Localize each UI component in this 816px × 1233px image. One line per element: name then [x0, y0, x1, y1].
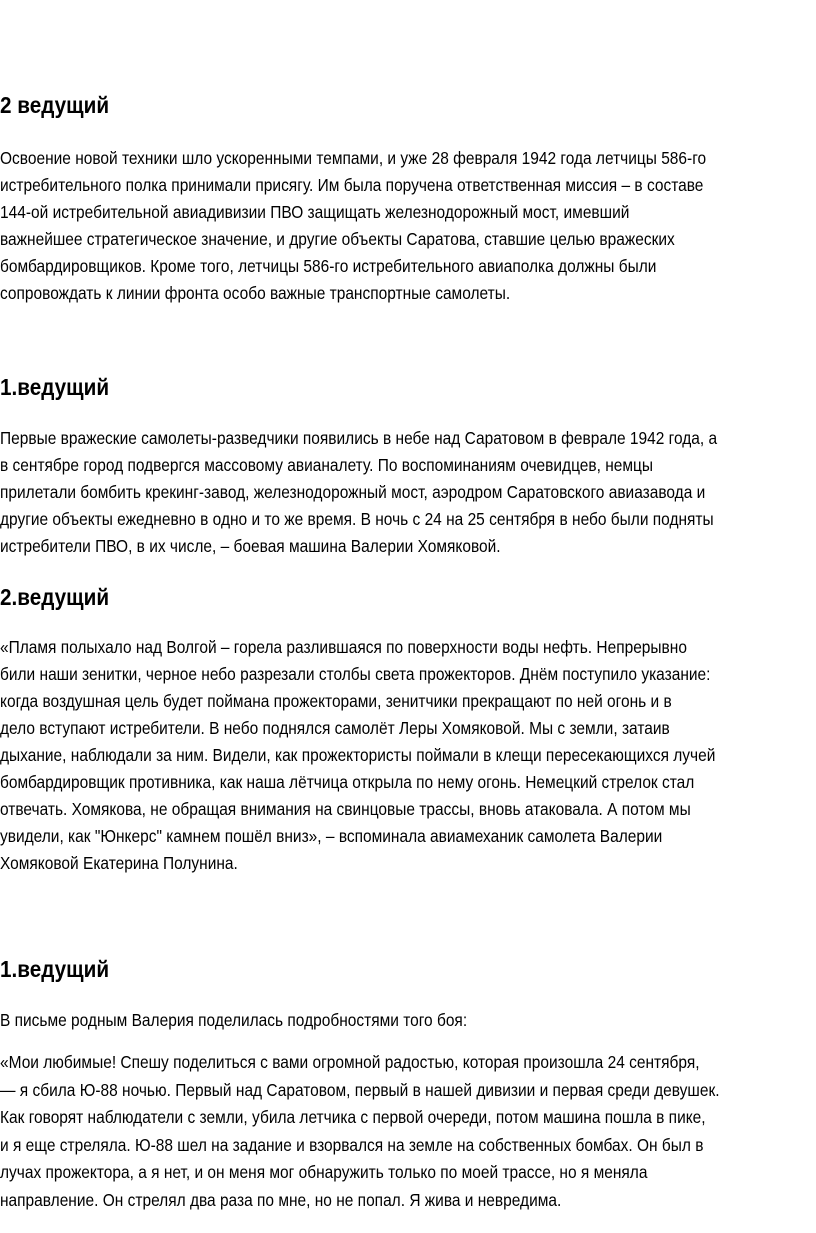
text-line: 144-ой истребительной авиадивизии ПВО защищать железнодорожный мост, имевший — [0, 202, 630, 222]
text-line: Освоение новой техники шло ускоренными темпами, и уже 28 февраля 1942 года летчицы 586-го — [0, 148, 707, 168]
text-line: истребители ПВО, в их числе, – боевая машина Валерии Хомяковой. — [0, 536, 501, 556]
text-line: В письме родным Валерия поделилась подробностями того боя: — [0, 1010, 468, 1030]
text-line: Первые вражеские самолеты-разведчики появились в небе над Саратовом в феврале 1942 года, а — [0, 428, 718, 448]
section-heading: 2 ведущий — [0, 92, 110, 118]
text-line: увидели, как "Юнкерс" камнем пошёл вниз», – вспоминала авиамеханик самолета Валерии — [0, 826, 663, 846]
text-line: дело вступают истребители. В небо поднялся самолёт Леры Хомяковой. Мы с земли, затаив — [0, 718, 670, 738]
text-line: и я еще стреляла. Ю-88 шел на задание и взорвался на земле на собственных бомбах. Он был в — [0, 1134, 704, 1155]
text-line: направление. Он стрелял два раза по мне, но не попал. Я жива и невредима. — [0, 1189, 562, 1210]
paragraph — [0, 1049, 720, 1215]
text-line: истребительного полка принимали присягу. Им была поручена ответственная миссия – в составе — [0, 175, 704, 195]
text-line: Хомяковой Екатерина Полунина. — [0, 853, 238, 873]
text-line: «Мои любимые! Спешу поделиться с вами огромной радостью, которая произошла 24 сентября, — [0, 1052, 700, 1072]
section-heading: 2.ведущий — [0, 584, 110, 610]
text-line: отвечать. Хомякова, не обращая внимания на свинцовые трассы, вновь атаковала. А потом мы — [0, 799, 691, 819]
text-line: важнейшее стратегическое значение, и другие объекты Саратова, ставшие целью вражеских — [0, 229, 675, 249]
text-line: бомбардировщиков. Кроме того, летчицы 586-го истребительного авиаполка должны были — [0, 256, 657, 276]
text-line: бомбардировщик противника, как наша лётчица открыла по нему огонь. Немецкий стрелок стал — [0, 772, 695, 792]
text-line: в сентябре город подвергся массовому авианалету. По воспоминаниям очевидцев, немцы — [0, 455, 654, 475]
text-line: лучах прожектора, а я нет, и он меня мог обнаружить только по моей трассе, но я меняла — [0, 1162, 648, 1183]
text-line: Как говорят наблюдатели с земли, убила летчика с первой очереди, потом машина пошла в пике, — [0, 1107, 706, 1128]
text-line: дыхание, наблюдали за ним. Видели, как прожектористы поймали в клещи пересекающихся лучей — [0, 745, 716, 765]
text-line: когда воздушная цель будет поймана прожекторами, зенитчики прекращают по ней огонь и в — [0, 691, 672, 711]
section-heading: 1.ведущий — [0, 374, 110, 400]
section-heading: 1.ведущий — [0, 956, 110, 982]
paragraph — [0, 634, 715, 877]
paragraph — [0, 425, 717, 560]
text-line: — я сбила Ю-88 ночью. Первый над Саратовом, первый в нашей дивизии и первая среди девушек. — [0, 1079, 720, 1100]
paragraph — [0, 1007, 467, 1034]
text-line: «Пламя полыхало над Волгой – горела разлившаяся по поверхности воды нефть. Непрерывно — [0, 637, 687, 657]
paragraph — [0, 145, 706, 307]
text-line: другие объекты ежедневно в одно и то же время. В ночь с 24 на 25 сентября в небо были подняты — [0, 509, 714, 529]
text-line: били наши зенитки, черное небо разрезали столбы света прожекторов. Днём поступило указание: — [0, 664, 711, 684]
text-line: прилетали бомбить крекинг-завод, железнодорожный мост, аэродром Саратовского авиазавода и — [0, 482, 706, 502]
text-line: сопровождать к линии фронта особо важные транспортные самолеты. — [0, 283, 511, 303]
